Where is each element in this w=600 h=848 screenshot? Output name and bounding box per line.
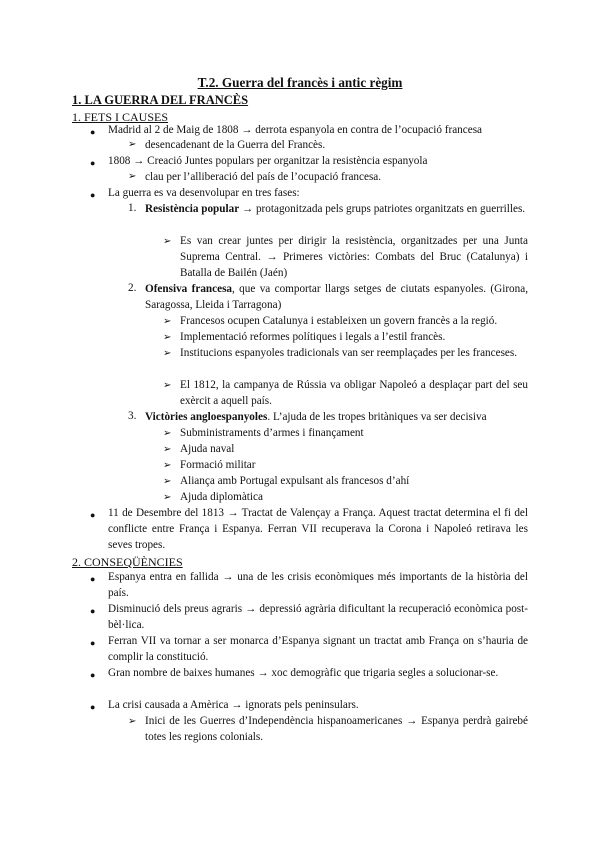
section-heading: 1. LA GUERRA DEL FRANCÈS <box>72 93 249 107</box>
arrow-marker: ➢ <box>163 316 172 327</box>
list-item: Es van crear juntes per dirigir la resistència, organitzades per una Junta Suprema Central. → Primeres victòries: Combats del Bruc (Catalunya) i Batalla de Bailén (Jaén) <box>180 235 528 279</box>
list-item: Ferran VII va tornar a ser monarca d’Espanya signant un tractat amb França on s’hauria de complir la constitució. <box>108 635 528 663</box>
arrow-marker: ➢ <box>163 476 172 487</box>
list-item: Implementació reformes polítiques i legals a l’estil francès. <box>180 331 446 343</box>
list-item: Victòries angloespanyoles. L’ajuda de les tropes britàniques va ser decisiva <box>145 411 487 423</box>
phase-title: Ofensiva francesa <box>145 283 233 295</box>
list-item: Subministraments d’armes i finançament <box>180 427 364 439</box>
arrow-marker: ➢ <box>163 460 172 471</box>
list-item: Ajuda naval <box>180 443 235 455</box>
list-item: Resistència popular → protagonitzada pels grups patriotes organitzats en guerrilles. <box>145 203 526 215</box>
list-item: 11 de Desembre del 1813 → Tractat de Valençay a França. Aquest tractat determina el fi del conflicte entre França i Espanya. Ferran VII recuperava la Corona i Napoleó retirava les seves tropes. <box>108 507 528 551</box>
list-item: Ofensiva francesa, que va comportar llargs setges de ciutats espanyoles. (Girona, Saragossa, Lleida i Tarragona) <box>145 283 528 311</box>
subsection-heading: 2. CONSEQÜÈNCIES <box>72 555 183 569</box>
list-item: La guerra es va desenvolupar en tres fases: <box>108 187 300 199</box>
arrow-marker: ➢ <box>163 236 172 247</box>
bullet-marker: ● <box>90 670 96 680</box>
bullet-marker: ● <box>90 574 96 584</box>
list-item: desencadenant de la Guerra del Francès. <box>145 139 326 151</box>
bullet-marker: ● <box>90 158 96 168</box>
arrow-marker: ➢ <box>163 444 172 455</box>
subsection-heading: 1. FETS I CAUSES <box>72 110 169 124</box>
bullet-marker: ● <box>90 510 96 520</box>
list-item: clau per l’alliberació del país de l’ocupació francesa. <box>145 171 382 183</box>
arrow-marker: ➢ <box>128 171 137 182</box>
bullet-marker: ● <box>90 190 96 200</box>
bullet-marker: ● <box>90 127 96 137</box>
list-item: El 1812, la campanya de Rússia va obligar Napoleó a desplaçar part del seu exèrcit a aquell país. <box>180 379 528 407</box>
list-item: La crisi causada a Amèrica → ignorats pels peninsulars. <box>108 699 359 711</box>
phase-title: Resistència popular <box>145 203 240 215</box>
arrow-marker: ➢ <box>163 380 172 391</box>
list-item: Gran nombre de baixes humanes → xoc demogràfic que trigaria segles a solucionar-se. <box>108 667 499 679</box>
list-item: Formació militar <box>180 459 256 471</box>
phase-title: Victòries angloespanyoles <box>145 411 268 423</box>
list-item: Francesos ocupen Catalunya i estableixen un govern francès a la regió. <box>180 315 498 327</box>
list-item: Madrid al 2 de Maig de 1808 → derrota espanyola en contra de l’ocupació francesa <box>108 124 483 136</box>
arrow-marker: ➢ <box>128 716 137 727</box>
list-item: Espanya entra en fallida → una de les crisis econòmiques més importants de la història del país. <box>108 571 528 599</box>
page-title: T.2. Guerra del francès i antic règim <box>197 75 403 90</box>
arrow-marker: ➢ <box>163 332 172 343</box>
list-item: Institucions espanyoles tradicionals van ser reemplaçades per les franceses. <box>180 347 518 359</box>
arrow-marker: ➢ <box>163 492 172 503</box>
list-item: 1808 → Creació Juntes populars per organitzar la resistència espanyola <box>108 155 428 167</box>
bullet-marker: ● <box>90 606 96 616</box>
arrow-marker: ➢ <box>163 348 172 359</box>
bullet-marker: ● <box>90 638 96 648</box>
arrow-marker: ➢ <box>128 139 137 150</box>
number-marker: 2. <box>128 282 137 294</box>
number-marker: 1. <box>128 202 137 214</box>
list-item: Disminució dels preus agraris → depressió agrària dificultant la recuperació econòmica post-bèl·lica. <box>108 603 528 631</box>
number-marker: 3. <box>128 410 137 422</box>
bullet-marker: ● <box>90 702 96 712</box>
arrow-marker: ➢ <box>163 428 172 439</box>
list-item: Inici de les Guerres d’Independència hispanoamericanes → Espanya perdrà gairebé totes les regions colonials. <box>145 715 528 743</box>
list-item: Ajuda diplomàtica <box>180 491 263 503</box>
list-item: Aliança amb Portugal expulsant als francesos d’ahí <box>180 475 410 487</box>
